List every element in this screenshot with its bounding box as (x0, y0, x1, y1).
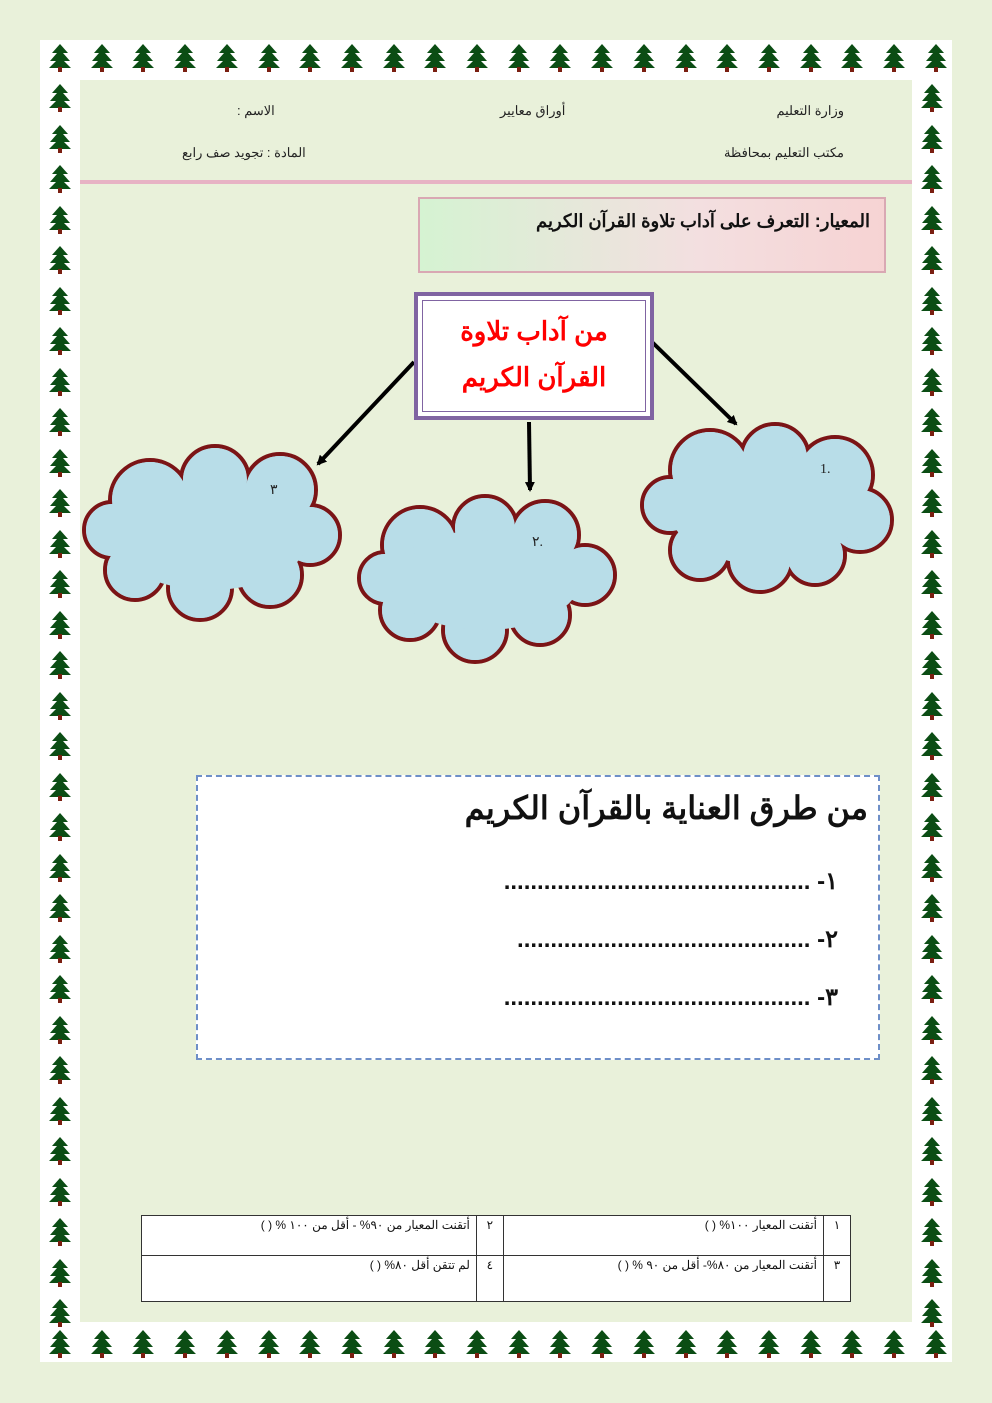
tree-icon (921, 935, 943, 963)
tree-icon (91, 1330, 113, 1358)
cloud-shape-middle (359, 496, 615, 662)
cloud-label-1: 1. (820, 462, 831, 477)
arrow-left (318, 362, 414, 464)
tree-icon (921, 1218, 943, 1246)
tree-icon (216, 1330, 238, 1358)
standard-text: المعيار: التعرف على آداب تلاوة القرآن الكريم (535, 211, 870, 231)
cloud-label-3: ٣ (270, 483, 278, 498)
tree-icon (49, 1178, 71, 1206)
grade-number: ١ (824, 1216, 851, 1256)
tree-icon (883, 1330, 905, 1358)
tree-icon (49, 1056, 71, 1084)
tree-icon (383, 1330, 405, 1358)
tree-icon (49, 854, 71, 882)
education-office-label: مكتب التعليم بمحافظة (723, 145, 844, 160)
answer-line-2[interactable]: ٢- ............................................ (517, 926, 838, 953)
arrow-right (652, 342, 736, 424)
tree-icon (341, 1330, 363, 1358)
tree-icon (49, 894, 71, 922)
tree-icon (49, 975, 71, 1003)
tree-icon (49, 1299, 71, 1327)
tree-icon (675, 1330, 697, 1358)
tree-icon (921, 975, 943, 1003)
tree-icon (49, 773, 71, 801)
central-topic-line-2: القرآن الكريم (461, 362, 607, 392)
tree-icon (633, 1330, 655, 1358)
tree-icon (716, 1330, 738, 1358)
arrow-middle (529, 422, 530, 490)
care-methods-box (196, 775, 880, 1060)
sheet-type-label: أوراق معايير (500, 103, 566, 118)
tree-icon (921, 1259, 943, 1287)
tree-icon (49, 732, 71, 760)
tree-icon (921, 1016, 943, 1044)
tree-icon (174, 1330, 196, 1358)
tree-icon (49, 1097, 71, 1125)
tree-icon (49, 1259, 71, 1287)
tree-icon (921, 773, 943, 801)
central-topic-box (414, 292, 654, 420)
tree-icon (921, 1056, 943, 1084)
tree-icon (49, 813, 71, 841)
tree-icon (921, 894, 943, 922)
subject-label: المادة : تجويد صف رابع (182, 145, 306, 160)
tree-icon (591, 1330, 613, 1358)
student-name-label: الاسم : (237, 103, 275, 118)
tree-icon (49, 1330, 71, 1358)
tree-icon (921, 1097, 943, 1125)
tree-icon (549, 1330, 571, 1358)
central-topic-line-1: من آداب تلاوة (460, 316, 608, 346)
grade-number: ٤ (476, 1256, 503, 1302)
tree-icon (921, 732, 943, 760)
tree-icon (49, 1016, 71, 1044)
cloud-shape-left (84, 446, 340, 620)
grade-number: ٢ (476, 1216, 503, 1256)
tree-icon (424, 1330, 446, 1358)
tree-icon (921, 1137, 943, 1165)
answer-line-3[interactable]: ٣- .............................................. (503, 984, 838, 1011)
care-methods-title: من طرق العناية بالقرآن الكريم (464, 790, 868, 826)
answer-line-1[interactable]: ١- .............................................. (503, 868, 838, 895)
tree-icon (758, 1330, 780, 1358)
tree-icon (299, 1330, 321, 1358)
grade-level: أتقنت المعيار ١٠٠% ( ) (503, 1216, 823, 1256)
ministry-label: وزارة التعليم (776, 103, 844, 118)
cloud-label-2: ٢. (532, 535, 544, 550)
grade-number: ٣ (824, 1256, 851, 1302)
grade-level: أتقنت المعيار من ٨٠%- أقل من ٩٠ % ( ) (503, 1256, 823, 1302)
tree-icon (841, 1330, 863, 1358)
tree-icon (921, 813, 943, 841)
tree-icon (49, 1218, 71, 1246)
grading-table (141, 1215, 851, 1302)
tree-icon (466, 1330, 488, 1358)
tree-icon (921, 1178, 943, 1206)
tree-icon (49, 935, 71, 963)
tree-icon (925, 1330, 947, 1358)
table-row (142, 1256, 851, 1302)
tree-icon (258, 1330, 280, 1358)
tree-icon (921, 854, 943, 882)
cloud-shape-right (642, 424, 892, 592)
grade-level: أتقنت المعيار من ٩٠% - أقل من ١٠٠ % ( ) (142, 1216, 477, 1256)
tree-icon (508, 1330, 530, 1358)
table-row (142, 1216, 851, 1256)
grade-level: لم تتقن أقل ٨٠% ( ) (142, 1256, 477, 1302)
tree-icon (49, 1137, 71, 1165)
tree-icon (921, 1299, 943, 1327)
tree-icon (800, 1330, 822, 1358)
tree-icon (132, 1330, 154, 1358)
